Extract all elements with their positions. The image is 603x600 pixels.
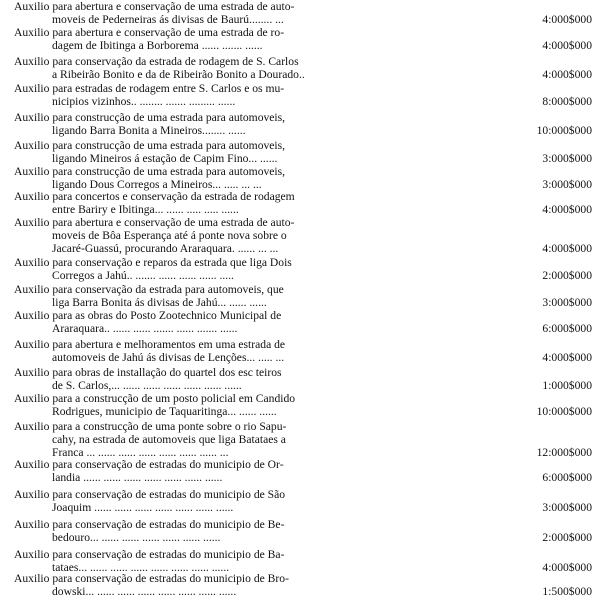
entry-amount: 3:000$000	[542, 178, 592, 191]
entry-description: Auxilio para construcção de uma estrada para automoveis,	[14, 111, 286, 124]
entry-description: Auxilio para concertos e conservação da estrada de rodagem	[14, 190, 295, 203]
entry-description: Auxilio para obras de installação do quartel dos esc teiros	[14, 366, 282, 379]
entry-description: Auxilio para construcção de uma estrada para automoveis,	[14, 165, 286, 178]
entry-amount: 2:000$000	[542, 269, 592, 282]
entry-amount: 10:000$000	[536, 405, 592, 418]
entry-amount: 4:000$000	[542, 13, 592, 26]
entry-description: Auxilio para abertura e conservação de uma estrada de ro-	[14, 26, 285, 39]
entry-description: Auxilio para a construcção de uma ponte sobre o rio Sapu-	[14, 420, 287, 433]
entry-amount: 4:000$000	[542, 561, 592, 574]
entry-description-continued: liga Barra Bonita ás divisas de Jahú... ...... ......	[52, 296, 267, 309]
entry-amount: 2:000$000	[542, 531, 592, 544]
entry-description: Auxilio para conservação de estradas do municipio de Or-	[14, 458, 284, 471]
entry-description: Auxilio para as obras do Posto Zootechnico Municipal de	[14, 309, 282, 322]
entry-description-continued: tataes... ...... ...... ...... ...... ...... ...... ......	[52, 561, 230, 574]
entry-description: Auxilio para abertura e conservação de uma estrada de auto-	[14, 216, 295, 229]
entry-description: Auxilio para a construcção de um posto policial em Candido	[14, 392, 296, 405]
entry-amount: 6:000$000	[542, 322, 592, 335]
entry-amount: 8:000$000	[542, 95, 592, 108]
entry-description-continued: a Ribeirão Bonito e da de Ribeirão Bonito a Dourado..	[52, 68, 305, 81]
entry-description-continued: Araraquara.. ...... ...... ....... ...... ....... ......	[52, 322, 238, 335]
entry-description-continued: moveis de Bôa Esperança até á ponte nova sobre o	[52, 229, 287, 242]
entry-description: Auxilio para construcção de uma estrada para automoveis,	[14, 139, 286, 152]
entry-description: Auxilio para conservação de estradas do municipio de Be-	[14, 518, 285, 531]
entry-description-continued: Corregos a Jahú.. ....... ...... ...... ...... .....	[52, 269, 234, 282]
entry-description-continued: ligando Dous Corregos a Mineiros... ..... ... ...	[52, 178, 262, 191]
entry-amount: 4:000$000	[542, 39, 592, 52]
entry-description-continued: automoveis de Jahú ás divisas de Lenções... ..... ...	[52, 351, 285, 364]
entry-description-continued: Joaquim ...... ...... ...... ...... ...... ...... ......	[52, 501, 234, 514]
entry-description: Auxilio para abertura e melhoramentos em uma estrada de	[14, 338, 286, 351]
entry-description-continued: de S. Carlos,... ...... ...... ...... ...... ...... ......	[52, 379, 242, 392]
entry-description: Auxilio para conservação da estrada para automoveis, que	[14, 283, 284, 296]
entry-amount: 3:000$000	[542, 152, 592, 165]
entry-description-continued: Jacaré-Guassú, procurando Araraquara. ...... ... ...	[52, 242, 279, 255]
entry-description-continued: ligando Mineiros á estação de Capim Fino... ......	[52, 152, 278, 165]
entry-amount: 3:000$000	[542, 296, 592, 309]
entry-amount: 4:000$000	[542, 203, 592, 216]
entry-description-continued: moveis de Pederneiras ás divisas de Baurú........ ...	[52, 13, 284, 26]
entry-description: Auxilio para conservação de estradas do municipio de Ba-	[14, 548, 285, 561]
entry-description: Auxilio para conservação de estradas do municipio de São	[14, 488, 286, 501]
entry-description: Auxilio para conservação e reparos da estrada que liga Dois	[14, 256, 292, 269]
entry-description-continued: cahy, na estrada de automoveis que liga Batataes a	[52, 433, 286, 446]
entry-amount: 1:000$000	[542, 379, 592, 392]
entry-amount: 3:000$000	[542, 501, 592, 514]
entry-amount: 10:000$000	[536, 124, 592, 137]
entry-description: Auxilio para abertura e conservação de uma estrada de auto-	[14, 0, 295, 13]
entry-description: Auxilio para conservação de estradas do municipio de Bro-	[14, 572, 289, 585]
entry-amount: 4:000$000	[542, 68, 592, 81]
entry-amount: 12:000$000	[536, 446, 592, 459]
entry-description: Auxilio para conservação da estrada de rodagem de S. Carlos	[14, 55, 299, 68]
entry-description-continued: landia ...... ...... ...... ...... ...... ...... ......	[52, 471, 223, 484]
entry-description-continued: Franca ... ...... ...... ...... ...... ...... ...... ...	[52, 446, 229, 459]
entry-description-continued: ligando Barra Bonita a Mineiros........ ......	[52, 124, 246, 137]
entry-amount: 1:500$000	[542, 585, 592, 598]
entry-amount: 6:000$000	[542, 471, 592, 484]
entry-description-continued: entre Bariry e Ibitinga... ...... ..... ..... ......	[52, 203, 239, 216]
entry-amount: 4:000$000	[542, 351, 592, 364]
entry-description-continued: bedouro... ...... ...... ...... ...... ...... ......	[52, 531, 221, 544]
entry-description: Auxilio para estradas de rodagem entre S. Carlos e os mu-	[14, 82, 285, 95]
entry-description-continued: dagem de Ibitinga a Borborema ...... ....... ......	[52, 39, 263, 52]
entry-description-continued: dowski... ...... ...... ...... ...... ...... ...... ......	[52, 585, 237, 598]
entry-description-continued: Rodrigues, municipio de Taquaritinga... ...... ......	[52, 405, 277, 418]
entry-amount: 4:000$000	[542, 242, 592, 255]
entry-description-continued: nicipios vizinhos.. ........ ....... ......... ......	[52, 95, 236, 108]
